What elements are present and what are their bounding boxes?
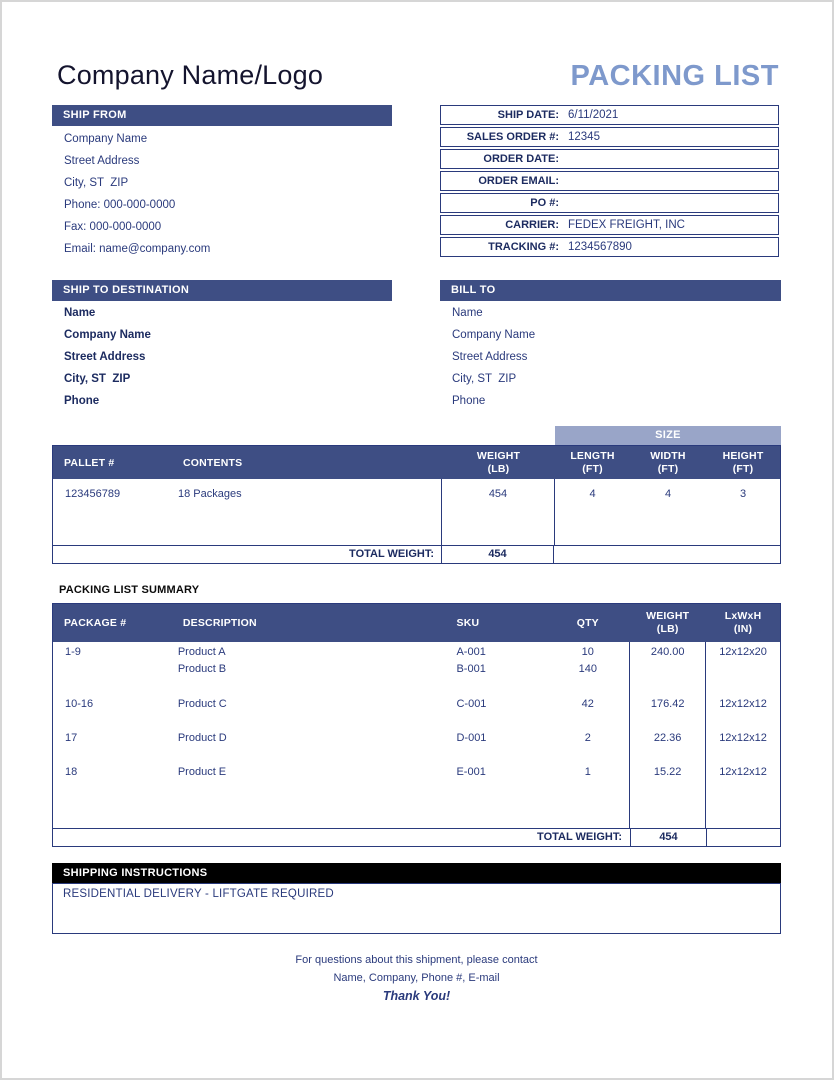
shipping-instructions-header-bar: SHIPPING INSTRUCTIONS xyxy=(52,863,781,884)
ship-from-header-bar: SHIP FROM xyxy=(52,105,392,126)
dims-cell: 12x12x12 xyxy=(719,766,767,778)
bill-to-header-bar: BILL TO xyxy=(440,280,781,301)
summary-empty-space xyxy=(53,796,780,828)
package-cell: 1-9 xyxy=(65,646,81,658)
order-info-row xyxy=(440,127,779,147)
summary-total-row xyxy=(53,828,780,846)
weight-cell: 454 xyxy=(442,479,555,545)
ship-to-line: City, ST ZIP xyxy=(64,373,131,385)
info-value: FEDEX FREIGHT, INC xyxy=(568,219,685,231)
order-info-row xyxy=(440,237,779,257)
dims-cell: 12x12x12 xyxy=(719,698,767,710)
ship-to-header-bar: SHIP TO DESTINATION xyxy=(52,280,392,301)
footer-contact-line: For questions about this shipment, please contact xyxy=(295,954,538,966)
bill-to-line: City, ST ZIP xyxy=(452,373,517,385)
ship-to-line: Name xyxy=(64,307,96,319)
dims-cell: 12x12x20 xyxy=(719,646,767,658)
shipping-instructions-text: RESIDENTIAL DELIVERY - LIFTGATE REQUIRED xyxy=(52,883,781,934)
qty-cell: 42 xyxy=(581,698,594,710)
pallet-total-empty-cell xyxy=(554,546,780,563)
summary-row xyxy=(53,642,780,694)
ship-to-line: Company Name xyxy=(64,329,151,341)
order-info-row xyxy=(440,215,779,235)
company-title: Company Name/Logo xyxy=(57,60,324,90)
order-info-row xyxy=(440,193,779,213)
ship-from-line: Fax: 000-000-0000 xyxy=(64,221,162,233)
summary-title: PACKING LIST SUMMARY xyxy=(59,584,200,596)
column-header-package: PACKAGE # xyxy=(64,617,127,629)
sku-cell: A-001 B-001 xyxy=(456,646,486,675)
qty-cell: 1 xyxy=(584,766,591,778)
info-label: CARRIER: xyxy=(505,219,559,231)
column-header-pallet: PALLET # xyxy=(64,456,115,469)
footer xyxy=(52,953,781,1007)
ship-from-line: Phone: 000-000-0000 xyxy=(64,199,176,211)
sku-cell: E-001 xyxy=(456,766,486,778)
weight-cell: 15.22 xyxy=(629,762,706,796)
info-value xyxy=(559,194,568,212)
contents-cell: 18 Packages xyxy=(172,479,442,545)
bill-to-line: Street Address xyxy=(452,351,528,363)
description-cell: Product E xyxy=(177,766,227,778)
info-label: SHIP DATE: xyxy=(497,109,559,121)
column-header-weight: WEIGHT (LB) xyxy=(476,450,521,475)
pallet-table xyxy=(52,445,781,564)
column-header-width: WIDTH (FT) xyxy=(650,450,686,475)
bill-to-line: Company Name xyxy=(452,329,536,341)
info-value xyxy=(559,172,568,190)
pallet-row xyxy=(53,479,780,545)
info-value: 12345 xyxy=(568,131,600,143)
column-header-weight: WEIGHT (LB) xyxy=(646,610,690,635)
info-label: ORDER DATE: xyxy=(483,153,559,165)
ship-to-line: Phone xyxy=(64,395,100,407)
order-info-row xyxy=(440,105,779,125)
order-info-row xyxy=(440,171,779,191)
ship-to-address xyxy=(64,302,151,412)
ship-from-line: Email: name@company.com xyxy=(64,243,211,255)
summary-total-label: TOTAL WEIGHT: xyxy=(537,831,622,843)
bill-to-line: Name xyxy=(452,307,483,319)
weight-cell: 22.36 xyxy=(629,728,706,762)
pallet-total-row xyxy=(53,545,780,563)
order-info-row xyxy=(440,149,779,169)
qty-cell: 10 140 xyxy=(578,646,597,675)
footer-contact-details: Name, Company, Phone #, E-mail xyxy=(333,972,500,984)
info-label: ORDER EMAIL: xyxy=(478,175,559,187)
column-header-contents: CONTENTS xyxy=(183,456,243,469)
weight-cell: 176.42 xyxy=(629,694,706,728)
bill-to-address xyxy=(452,302,535,412)
description-cell: Product D xyxy=(177,732,227,744)
footer-thank-you: Thank You! xyxy=(382,989,451,1003)
pallet-table-header-row xyxy=(53,446,780,479)
pallet-number-cell: 123456789 xyxy=(65,488,121,500)
summary-total-empty-cell xyxy=(707,829,780,846)
info-value xyxy=(559,150,568,168)
info-value: 1234567890 xyxy=(568,241,632,253)
summary-row xyxy=(53,762,780,796)
column-header-qty: QTY xyxy=(576,617,599,629)
info-label: TRACKING #: xyxy=(488,241,559,253)
column-header-length: LENGTH (FT) xyxy=(570,450,615,475)
summary-header-row xyxy=(53,604,780,642)
summary-row xyxy=(53,694,780,728)
column-header-description: DESCRIPTION xyxy=(182,617,257,629)
column-header-sku: SKU xyxy=(456,617,480,629)
ship-to-line: Street Address xyxy=(64,351,146,363)
length-cell: 4 xyxy=(589,488,596,500)
package-cell: 18 xyxy=(65,766,78,778)
summary-total-value: 454 xyxy=(630,829,707,846)
ship-from-address xyxy=(64,128,210,260)
info-value: 6/11/2021 xyxy=(568,109,619,121)
column-header-height: HEIGHT (FT) xyxy=(722,450,764,475)
info-label: PO #: xyxy=(530,197,559,209)
bill-to-line: Phone xyxy=(452,395,486,407)
width-cell: 4 xyxy=(664,488,672,500)
order-info-table xyxy=(440,105,779,259)
description-cell: Product C xyxy=(177,698,227,710)
height-cell: 3 xyxy=(739,488,747,500)
page-title: PACKING LIST xyxy=(570,60,779,92)
size-group-header: SIZE xyxy=(555,426,781,445)
info-label: SALES ORDER #: xyxy=(466,131,559,143)
pallet-total-value: 454 xyxy=(441,546,554,563)
packing-list-summary-table xyxy=(52,603,781,847)
sku-cell: D-001 xyxy=(456,732,487,744)
ship-from-line: Street Address xyxy=(64,155,140,167)
package-cell: 10-16 xyxy=(65,698,94,710)
ship-from-line: Company Name xyxy=(64,133,148,145)
pallet-total-label: TOTAL WEIGHT: xyxy=(349,548,434,560)
description-cell: Product A Product B xyxy=(177,646,227,675)
dims-cell: 12x12x12 xyxy=(719,732,767,744)
package-cell: 17 xyxy=(65,732,78,744)
summary-row xyxy=(53,728,780,762)
ship-from-line: City, ST ZIP xyxy=(64,177,129,189)
weight-cell: 240.00 xyxy=(629,642,706,694)
column-header-dims: LxWxH (IN) xyxy=(724,610,762,635)
qty-cell: 2 xyxy=(584,732,591,744)
sku-cell: C-001 xyxy=(456,698,487,710)
